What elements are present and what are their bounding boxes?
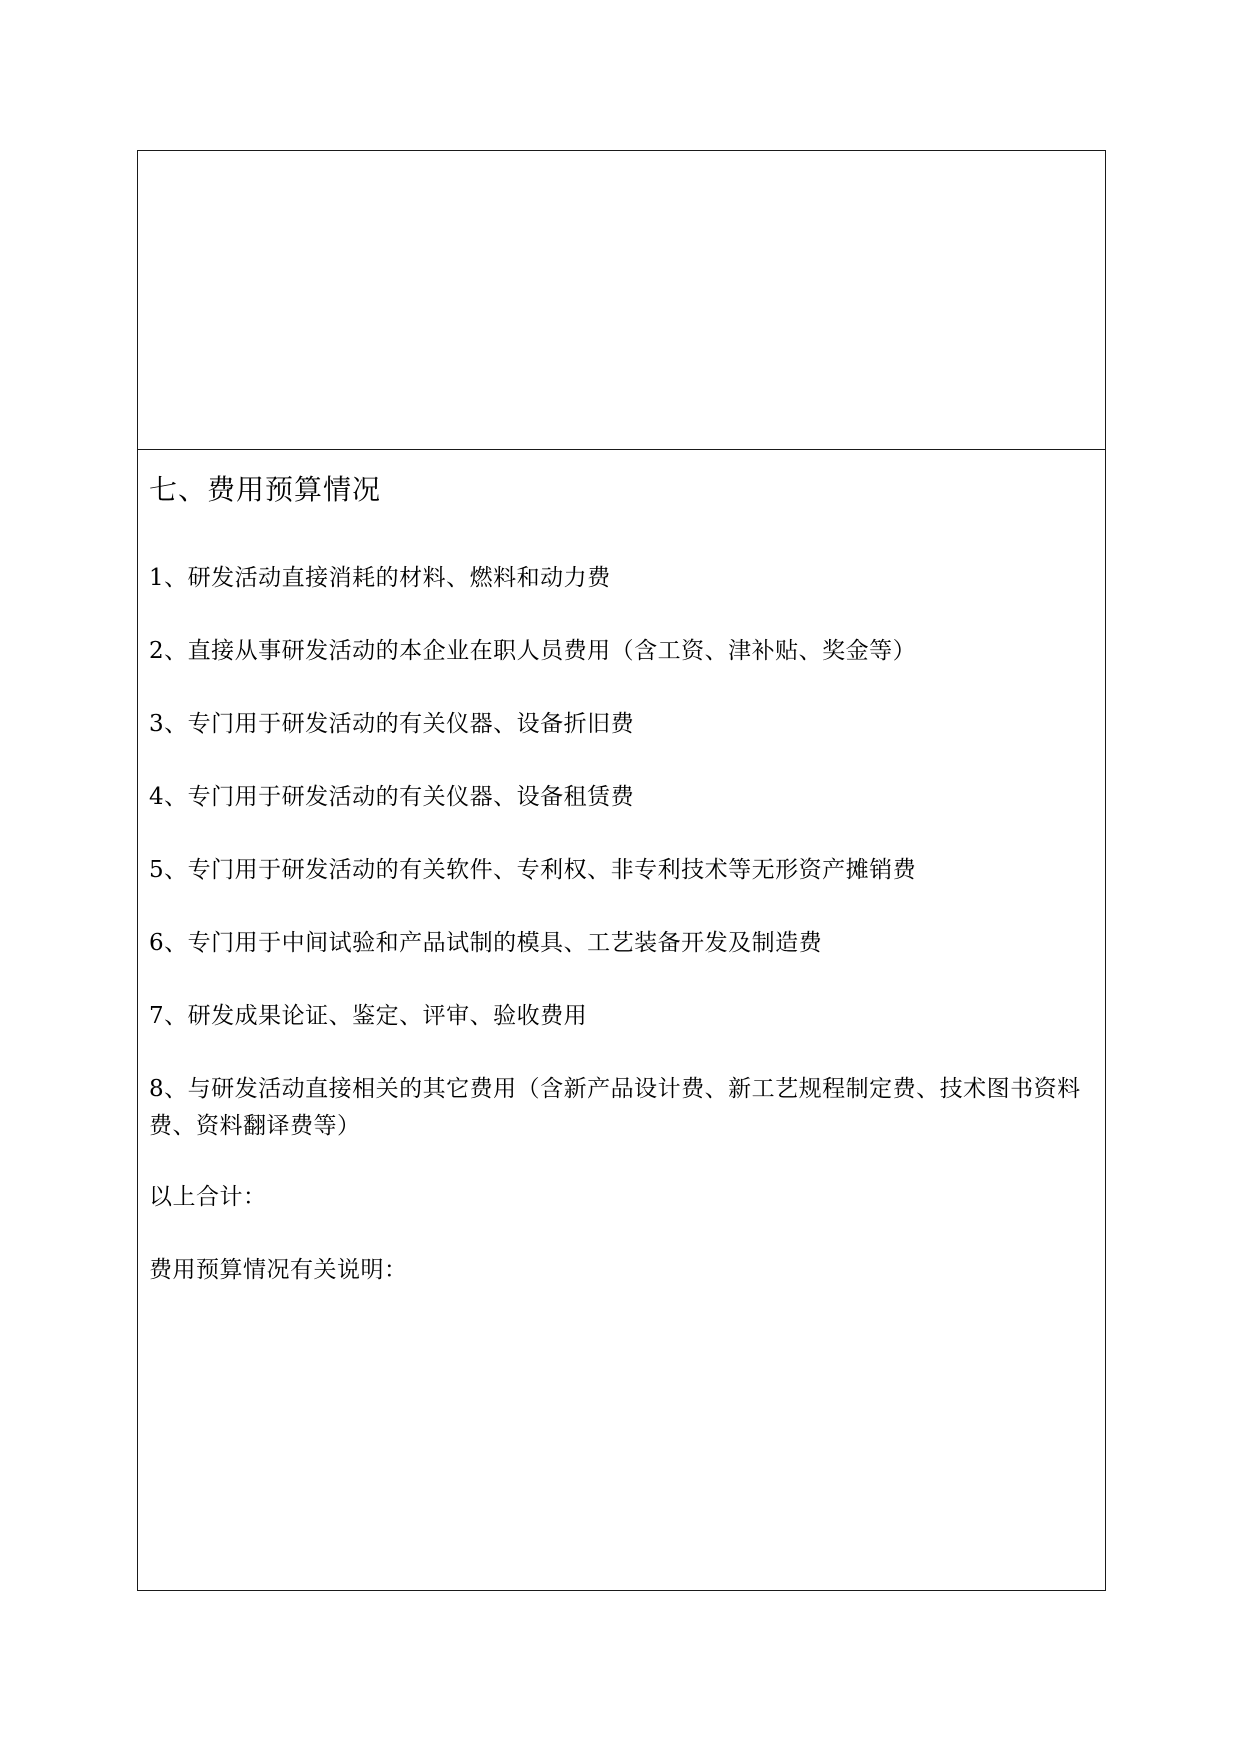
budget-item-rental: 4、专门用于研发活动的有关仪器、设备租赁费 (149, 784, 635, 810)
previous-section-content-cell (138, 151, 1105, 450)
budget-section-cell (138, 450, 1105, 1590)
budget-item-tooling: 6、专门用于中间试验和产品试制的模具、工艺装备开发及制造费 (149, 930, 823, 956)
budget-item-other: 8、与研发活动直接相关的其它费用（含新产品设计费、新工艺规程制定费、技术图书资料费、资料翻译费等） (149, 1076, 1081, 1139)
total-label: 以上合计： (149, 1184, 267, 1210)
budget-item-depreciation: 3、专门用于研发活动的有关仪器、设备折旧费 (149, 711, 635, 737)
section-title: 七、费用预算情况 (149, 473, 382, 506)
notes-label: 费用预算情况有关说明： (149, 1257, 408, 1283)
budget-item-amortization: 5、专门用于研发活动的有关软件、专利权、非专利技术等无形资产摊销费 (149, 857, 917, 883)
form-table (137, 150, 1106, 1591)
budget-item-evaluation: 7、研发成果论证、鉴定、评审、验收费用 (149, 1003, 588, 1029)
budget-item-materials: 1、研发活动直接消耗的材料、燃料和动力费 (149, 565, 611, 591)
budget-item-personnel: 2、直接从事研发活动的本企业在职人员费用（含工资、津补贴、奖金等） (149, 638, 917, 664)
